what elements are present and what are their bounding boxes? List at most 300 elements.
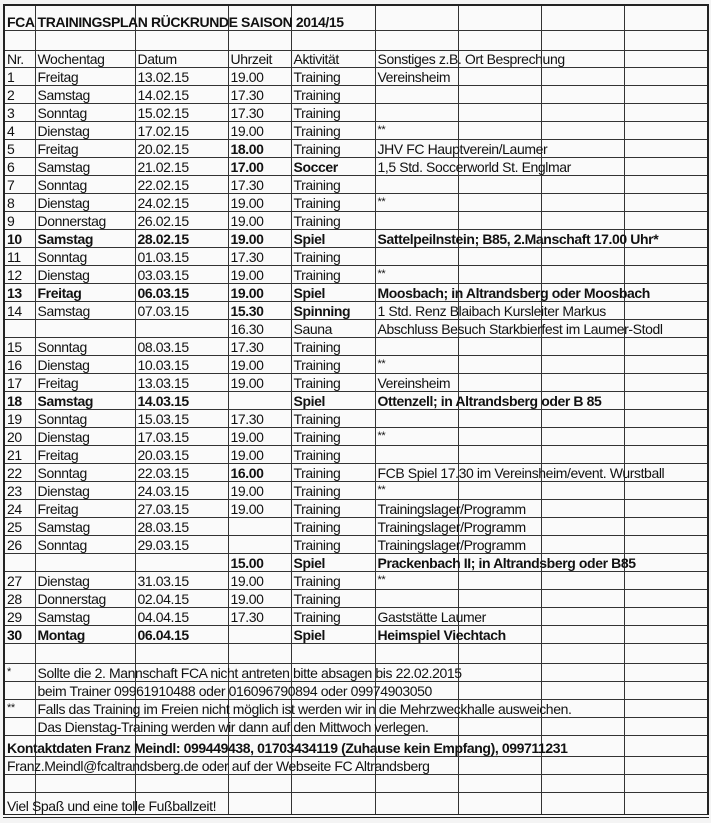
schedule-time[interactable]	[228, 302, 291, 320]
empty-cell[interactable]	[624, 266, 708, 284]
schedule-activity[interactable]	[291, 410, 375, 428]
empty-cell[interactable]	[4, 775, 35, 793]
footnote-marker[interactable]	[4, 718, 35, 736]
schedule-note[interactable]	[375, 140, 548, 158]
schedule-nr[interactable]	[4, 590, 35, 608]
empty-cell[interactable]	[624, 793, 708, 817]
schedule-activity[interactable]	[291, 284, 375, 302]
schedule-nr[interactable]	[4, 428, 35, 446]
empty-cell[interactable]	[458, 718, 541, 736]
empty-cell[interactable]	[624, 140, 708, 158]
schedule-day[interactable]	[35, 626, 135, 644]
empty-cell[interactable]	[458, 122, 541, 140]
schedule-day[interactable]	[35, 410, 135, 428]
empty-cell[interactable]	[375, 644, 458, 664]
empty-cell[interactable]	[458, 5, 541, 31]
schedule-activity[interactable]	[291, 158, 375, 176]
contact-info[interactable]	[4, 736, 568, 757]
schedule-time[interactable]	[228, 374, 291, 392]
schedule-nr[interactable]	[4, 392, 35, 410]
schedule-date[interactable]	[135, 194, 228, 212]
schedule-note[interactable]	[375, 536, 526, 554]
schedule-date[interactable]	[135, 608, 228, 626]
schedule-day[interactable]	[35, 356, 135, 374]
schedule-date[interactable]	[135, 626, 228, 644]
empty-cell[interactable]	[375, 5, 458, 31]
schedule-note[interactable]	[375, 500, 526, 518]
footnote-marker[interactable]	[4, 700, 35, 718]
schedule-time[interactable]	[228, 590, 291, 608]
empty-cell[interactable]	[458, 793, 541, 817]
schedule-nr[interactable]	[4, 86, 35, 104]
schedule-note[interactable]	[375, 428, 458, 446]
schedule-day[interactable]	[35, 140, 135, 158]
schedule-time[interactable]	[228, 212, 291, 230]
empty-cell[interactable]	[458, 482, 541, 500]
schedule-note[interactable]	[375, 176, 458, 194]
schedule-day[interactable]	[35, 194, 135, 212]
column-header-weekday[interactable]	[35, 51, 135, 68]
empty-cell[interactable]	[458, 775, 541, 793]
footnote-marker[interactable]	[4, 664, 35, 682]
schedule-time[interactable]	[228, 536, 291, 554]
schedule-time[interactable]	[228, 140, 291, 158]
empty-cell[interactable]	[624, 122, 708, 140]
schedule-date[interactable]	[135, 590, 228, 608]
schedule-note[interactable]	[375, 626, 506, 644]
empty-cell[interactable]	[624, 775, 708, 793]
column-header-nr[interactable]	[4, 51, 35, 68]
empty-cell[interactable]	[541, 104, 624, 122]
empty-cell[interactable]	[624, 51, 708, 68]
empty-cell[interactable]	[135, 31, 228, 51]
empty-cell[interactable]	[624, 374, 708, 392]
empty-cell[interactable]	[541, 775, 624, 793]
schedule-day[interactable]	[35, 158, 135, 176]
schedule-activity[interactable]	[291, 230, 375, 248]
schedule-day[interactable]	[35, 248, 135, 266]
schedule-note[interactable]	[375, 68, 458, 86]
schedule-time[interactable]	[228, 356, 291, 374]
schedule-nr[interactable]	[4, 212, 35, 230]
schedule-date[interactable]	[135, 122, 228, 140]
schedule-time[interactable]	[228, 104, 291, 122]
schedule-date[interactable]	[135, 446, 228, 464]
schedule-date[interactable]	[135, 158, 228, 176]
schedule-note[interactable]	[375, 356, 458, 374]
empty-cell[interactable]	[624, 446, 708, 464]
schedule-day[interactable]	[35, 500, 135, 518]
empty-cell[interactable]	[458, 338, 541, 356]
schedule-nr[interactable]	[4, 158, 35, 176]
schedule-nr[interactable]	[4, 302, 35, 320]
empty-cell[interactable]	[541, 718, 624, 736]
schedule-activity[interactable]	[291, 572, 375, 590]
schedule-time[interactable]	[228, 176, 291, 194]
schedule-activity[interactable]	[291, 428, 375, 446]
empty-cell[interactable]	[624, 518, 708, 536]
column-header-time[interactable]	[228, 51, 291, 68]
schedule-nr[interactable]	[4, 554, 35, 572]
schedule-note[interactable]	[375, 320, 663, 338]
schedule-day[interactable]	[35, 212, 135, 230]
schedule-nr[interactable]	[4, 284, 35, 302]
schedule-activity[interactable]	[291, 482, 375, 500]
schedule-nr[interactable]	[4, 176, 35, 194]
empty-cell[interactable]	[624, 302, 708, 320]
schedule-date[interactable]	[135, 374, 228, 392]
schedule-time[interactable]	[228, 248, 291, 266]
empty-cell[interactable]	[228, 793, 291, 817]
empty-cell[interactable]	[541, 446, 624, 464]
schedule-day[interactable]	[35, 284, 135, 302]
schedule-activity[interactable]	[291, 176, 375, 194]
empty-cell[interactable]	[541, 626, 624, 644]
schedule-note[interactable]	[375, 554, 636, 572]
empty-cell[interactable]	[541, 518, 624, 536]
empty-cell[interactable]	[624, 176, 708, 194]
empty-cell[interactable]	[541, 248, 624, 266]
schedule-note[interactable]	[375, 464, 665, 482]
empty-cell[interactable]	[375, 31, 458, 51]
empty-cell[interactable]	[458, 176, 541, 194]
empty-cell[interactable]	[541, 572, 624, 590]
empty-cell[interactable]	[624, 608, 708, 626]
schedule-nr[interactable]	[4, 572, 35, 590]
footnote-marker[interactable]	[4, 682, 35, 700]
schedule-nr[interactable]	[4, 608, 35, 626]
column-header-notes[interactable]	[375, 51, 565, 68]
schedule-date[interactable]	[135, 302, 228, 320]
schedule-note[interactable]	[375, 212, 458, 230]
schedule-time[interactable]	[228, 392, 291, 410]
schedule-time[interactable]	[228, 554, 291, 572]
empty-cell[interactable]	[541, 590, 624, 608]
empty-cell[interactable]	[541, 356, 624, 374]
schedule-note[interactable]	[375, 194, 458, 212]
schedule-activity[interactable]	[291, 248, 375, 266]
empty-cell[interactable]	[458, 664, 541, 682]
empty-cell[interactable]	[624, 682, 708, 700]
schedule-time[interactable]	[228, 572, 291, 590]
schedule-activity[interactable]	[291, 392, 375, 410]
schedule-note[interactable]	[375, 86, 458, 104]
empty-cell[interactable]	[458, 31, 541, 51]
empty-cell[interactable]	[541, 5, 624, 31]
empty-cell[interactable]	[624, 104, 708, 122]
schedule-activity[interactable]	[291, 86, 375, 104]
schedule-activity[interactable]	[291, 608, 375, 626]
empty-cell[interactable]	[624, 736, 708, 757]
empty-cell[interactable]	[541, 194, 624, 212]
schedule-time[interactable]	[228, 410, 291, 428]
schedule-date[interactable]	[135, 392, 228, 410]
empty-cell[interactable]	[458, 266, 541, 284]
schedule-date[interactable]	[135, 518, 228, 536]
schedule-day[interactable]	[35, 518, 135, 536]
empty-cell[interactable]	[458, 374, 541, 392]
empty-cell[interactable]	[624, 248, 708, 266]
empty-cell[interactable]	[458, 86, 541, 104]
schedule-nr[interactable]	[4, 248, 35, 266]
schedule-activity[interactable]	[291, 536, 375, 554]
schedule-activity[interactable]	[291, 212, 375, 230]
schedule-activity[interactable]	[291, 464, 375, 482]
schedule-activity[interactable]	[291, 590, 375, 608]
empty-cell[interactable]	[624, 428, 708, 446]
empty-cell[interactable]	[624, 338, 708, 356]
schedule-day[interactable]	[35, 338, 135, 356]
empty-cell[interactable]	[624, 392, 708, 410]
schedule-date[interactable]	[135, 572, 228, 590]
schedule-day[interactable]	[35, 68, 135, 86]
schedule-note[interactable]	[375, 410, 458, 428]
schedule-activity[interactable]	[291, 446, 375, 464]
empty-cell[interactable]	[541, 374, 624, 392]
schedule-time[interactable]	[228, 320, 291, 338]
schedule-nr[interactable]	[4, 374, 35, 392]
empty-cell[interactable]	[541, 644, 624, 664]
schedule-day[interactable]	[35, 122, 135, 140]
empty-cell[interactable]	[624, 500, 708, 518]
empty-cell[interactable]	[624, 5, 708, 31]
schedule-date[interactable]	[135, 410, 228, 428]
schedule-note[interactable]	[375, 122, 458, 140]
schedule-note[interactable]	[375, 338, 458, 356]
schedule-time[interactable]	[228, 428, 291, 446]
schedule-activity[interactable]	[291, 626, 375, 644]
schedule-activity[interactable]	[291, 356, 375, 374]
empty-cell[interactable]	[458, 428, 541, 446]
schedule-time[interactable]	[228, 230, 291, 248]
schedule-date[interactable]	[135, 248, 228, 266]
schedule-time[interactable]	[228, 86, 291, 104]
schedule-day[interactable]	[35, 104, 135, 122]
schedule-note[interactable]	[375, 518, 526, 536]
empty-cell[interactable]	[624, 572, 708, 590]
empty-cell[interactable]	[458, 104, 541, 122]
empty-cell[interactable]	[541, 410, 624, 428]
schedule-day[interactable]	[35, 176, 135, 194]
empty-cell[interactable]	[624, 664, 708, 682]
schedule-nr[interactable]	[4, 104, 35, 122]
schedule-time[interactable]	[228, 122, 291, 140]
empty-cell[interactable]	[135, 775, 228, 793]
schedule-note[interactable]	[375, 392, 602, 410]
empty-cell[interactable]	[35, 775, 135, 793]
schedule-time[interactable]	[228, 158, 291, 176]
schedule-time[interactable]	[228, 626, 291, 644]
schedule-note[interactable]	[375, 374, 458, 392]
empty-cell[interactable]	[541, 68, 624, 86]
empty-cell[interactable]	[624, 31, 708, 51]
schedule-date[interactable]	[135, 338, 228, 356]
empty-cell[interactable]	[291, 644, 375, 664]
schedule-date[interactable]	[135, 140, 228, 158]
schedule-day[interactable]	[35, 536, 135, 554]
schedule-day[interactable]	[35, 482, 135, 500]
schedule-nr[interactable]	[4, 122, 35, 140]
empty-cell[interactable]	[458, 212, 541, 230]
footnote-text[interactable]	[35, 664, 462, 682]
schedule-day[interactable]	[35, 86, 135, 104]
schedule-note[interactable]	[375, 266, 458, 284]
schedule-nr[interactable]	[4, 464, 35, 482]
empty-cell[interactable]	[541, 338, 624, 356]
empty-cell[interactable]	[624, 410, 708, 428]
schedule-day[interactable]	[35, 590, 135, 608]
schedule-activity[interactable]	[291, 554, 375, 572]
schedule-activity[interactable]	[291, 500, 375, 518]
schedule-nr[interactable]	[4, 356, 35, 374]
schedule-activity[interactable]	[291, 320, 375, 338]
footnote-text[interactable]	[35, 682, 432, 700]
schedule-day[interactable]	[35, 446, 135, 464]
empty-cell[interactable]	[458, 410, 541, 428]
empty-cell[interactable]	[624, 212, 708, 230]
empty-cell[interactable]	[624, 194, 708, 212]
schedule-nr[interactable]	[4, 320, 35, 338]
schedule-nr[interactable]	[4, 518, 35, 536]
schedule-day[interactable]	[35, 428, 135, 446]
empty-cell[interactable]	[541, 500, 624, 518]
schedule-time[interactable]	[228, 68, 291, 86]
empty-cell[interactable]	[624, 757, 708, 775]
schedule-date[interactable]	[135, 536, 228, 554]
empty-cell[interactable]	[541, 664, 624, 682]
empty-cell[interactable]	[458, 68, 541, 86]
empty-cell[interactable]	[541, 608, 624, 626]
empty-cell[interactable]	[458, 572, 541, 590]
schedule-activity[interactable]	[291, 302, 375, 320]
schedule-date[interactable]	[135, 104, 228, 122]
schedule-time[interactable]	[228, 608, 291, 626]
empty-cell[interactable]	[4, 31, 35, 51]
schedule-nr[interactable]	[4, 266, 35, 284]
empty-cell[interactable]	[458, 446, 541, 464]
schedule-date[interactable]	[135, 86, 228, 104]
schedule-note[interactable]	[375, 446, 458, 464]
empty-cell[interactable]	[541, 757, 624, 775]
schedule-note[interactable]	[375, 302, 606, 320]
empty-cell[interactable]	[228, 31, 291, 51]
schedule-nr[interactable]	[4, 482, 35, 500]
empty-cell[interactable]	[228, 775, 291, 793]
empty-cell[interactable]	[541, 86, 624, 104]
empty-cell[interactable]	[624, 68, 708, 86]
schedule-date[interactable]	[135, 428, 228, 446]
empty-cell[interactable]	[624, 86, 708, 104]
schedule-nr[interactable]	[4, 500, 35, 518]
empty-cell[interactable]	[35, 31, 135, 51]
empty-cell[interactable]	[624, 536, 708, 554]
schedule-day[interactable]	[35, 554, 135, 572]
schedule-day[interactable]	[35, 392, 135, 410]
schedule-day[interactable]	[35, 464, 135, 482]
schedule-date[interactable]	[135, 68, 228, 86]
schedule-date[interactable]	[135, 500, 228, 518]
empty-cell[interactable]	[4, 644, 35, 664]
schedule-time[interactable]	[228, 500, 291, 518]
sheet-title[interactable]	[4, 5, 344, 31]
empty-cell[interactable]	[541, 212, 624, 230]
schedule-nr[interactable]	[4, 140, 35, 158]
schedule-note[interactable]	[375, 482, 458, 500]
schedule-date[interactable]	[135, 356, 228, 374]
empty-cell[interactable]	[458, 356, 541, 374]
schedule-time[interactable]	[228, 338, 291, 356]
schedule-date[interactable]	[135, 266, 228, 284]
empty-cell[interactable]	[541, 31, 624, 51]
schedule-date[interactable]	[135, 230, 228, 248]
schedule-time[interactable]	[228, 266, 291, 284]
schedule-note[interactable]	[375, 158, 571, 176]
schedule-time[interactable]	[228, 284, 291, 302]
schedule-nr[interactable]	[4, 626, 35, 644]
schedule-date[interactable]	[135, 212, 228, 230]
empty-cell[interactable]	[624, 644, 708, 664]
empty-cell[interactable]	[624, 356, 708, 374]
empty-cell[interactable]	[624, 700, 708, 718]
schedule-day[interactable]	[35, 230, 135, 248]
empty-cell[interactable]	[541, 536, 624, 554]
schedule-date[interactable]	[135, 284, 228, 302]
schedule-note[interactable]	[375, 608, 486, 626]
schedule-day[interactable]	[35, 608, 135, 626]
schedule-activity[interactable]	[291, 194, 375, 212]
schedule-note[interactable]	[375, 104, 458, 122]
schedule-nr[interactable]	[4, 536, 35, 554]
column-header-activity[interactable]	[291, 51, 375, 68]
empty-cell[interactable]	[624, 554, 708, 572]
schedule-note[interactable]	[375, 248, 458, 266]
email-info[interactable]	[4, 757, 430, 775]
closing-text[interactable]	[4, 793, 217, 817]
empty-cell[interactable]	[624, 590, 708, 608]
empty-cell[interactable]	[458, 248, 541, 266]
schedule-date[interactable]	[135, 320, 228, 338]
schedule-day[interactable]	[35, 572, 135, 590]
schedule-nr[interactable]	[4, 68, 35, 86]
schedule-activity[interactable]	[291, 122, 375, 140]
empty-cell[interactable]	[624, 718, 708, 736]
schedule-day[interactable]	[35, 302, 135, 320]
empty-cell[interactable]	[375, 775, 458, 793]
schedule-day[interactable]	[35, 374, 135, 392]
schedule-note[interactable]	[375, 284, 650, 302]
schedule-time[interactable]	[228, 482, 291, 500]
empty-cell[interactable]	[135, 644, 228, 664]
schedule-note[interactable]	[375, 230, 659, 248]
schedule-activity[interactable]	[291, 374, 375, 392]
column-header-date[interactable]	[135, 51, 228, 68]
empty-cell[interactable]	[624, 158, 708, 176]
schedule-time[interactable]	[228, 194, 291, 212]
empty-cell[interactable]	[541, 266, 624, 284]
schedule-nr[interactable]	[4, 194, 35, 212]
schedule-time[interactable]	[228, 464, 291, 482]
empty-cell[interactable]	[458, 682, 541, 700]
schedule-activity[interactable]	[291, 140, 375, 158]
schedule-day[interactable]	[35, 320, 135, 338]
empty-cell[interactable]	[541, 122, 624, 140]
footnote-text[interactable]	[35, 718, 429, 736]
schedule-date[interactable]	[135, 464, 228, 482]
schedule-activity[interactable]	[291, 104, 375, 122]
schedule-nr[interactable]	[4, 230, 35, 248]
empty-cell[interactable]	[291, 775, 375, 793]
empty-cell[interactable]	[291, 793, 375, 817]
